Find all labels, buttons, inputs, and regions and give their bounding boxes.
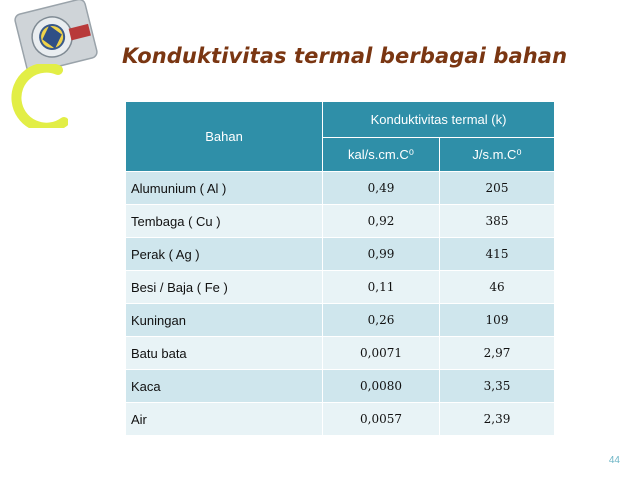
material-cell: Besi / Baja ( Fe )	[126, 271, 323, 304]
header-unit-kal: kal/s.cm.C⁰	[323, 138, 440, 172]
conductivity-kal-cell: 0,92	[323, 205, 440, 238]
material-cell: Tembaga ( Cu )	[126, 205, 323, 238]
material-cell: Kuningan	[126, 304, 323, 337]
conductivity-joule-cell: 2,97	[440, 337, 555, 370]
header-unit-joule: J/s.m.C⁰	[440, 138, 555, 172]
conductivity-joule-cell: 415	[440, 238, 555, 271]
table-row	[126, 337, 555, 370]
conductivity-kal-cell: 0,0080	[323, 370, 440, 403]
conductivity-joule-cell: 46	[440, 271, 555, 304]
conductivity-kal-cell: 0,49	[323, 172, 440, 205]
conductivity-kal-cell: 0,0057	[323, 403, 440, 436]
conductivity-joule-cell: 2,39	[440, 403, 555, 436]
table-row	[126, 403, 555, 436]
material-cell: Perak ( Ag )	[126, 238, 323, 271]
conductivity-table	[125, 101, 555, 436]
page-number: 44	[608, 455, 620, 466]
accent-arc-icon	[6, 64, 68, 128]
table-row	[126, 370, 555, 403]
conductivity-kal-cell: 0,0071	[323, 337, 440, 370]
material-cell: Air	[126, 403, 323, 436]
conductivity-joule-cell: 385	[440, 205, 555, 238]
conductivity-kal-cell: 0,11	[323, 271, 440, 304]
table-row	[126, 304, 555, 337]
conductivity-joule-cell: 109	[440, 304, 555, 337]
table-row	[126, 238, 555, 271]
table-row	[126, 205, 555, 238]
material-cell: Batu bata	[126, 337, 323, 370]
slide-title: Konduktivitas termal berbagai bahan	[122, 44, 568, 68]
table-row	[126, 271, 555, 304]
header-conductivity: Konduktivitas termal (k)	[323, 102, 555, 138]
material-cell: Alumunium ( Al )	[126, 172, 323, 205]
header-material: Bahan	[126, 102, 323, 172]
material-cell: Kaca	[126, 370, 323, 403]
conductivity-joule-cell: 205	[440, 172, 555, 205]
conductivity-kal-cell: 0,26	[323, 304, 440, 337]
table-row	[126, 172, 555, 205]
conductivity-joule-cell: 3,35	[440, 370, 555, 403]
conductivity-kal-cell: 0,99	[323, 238, 440, 271]
